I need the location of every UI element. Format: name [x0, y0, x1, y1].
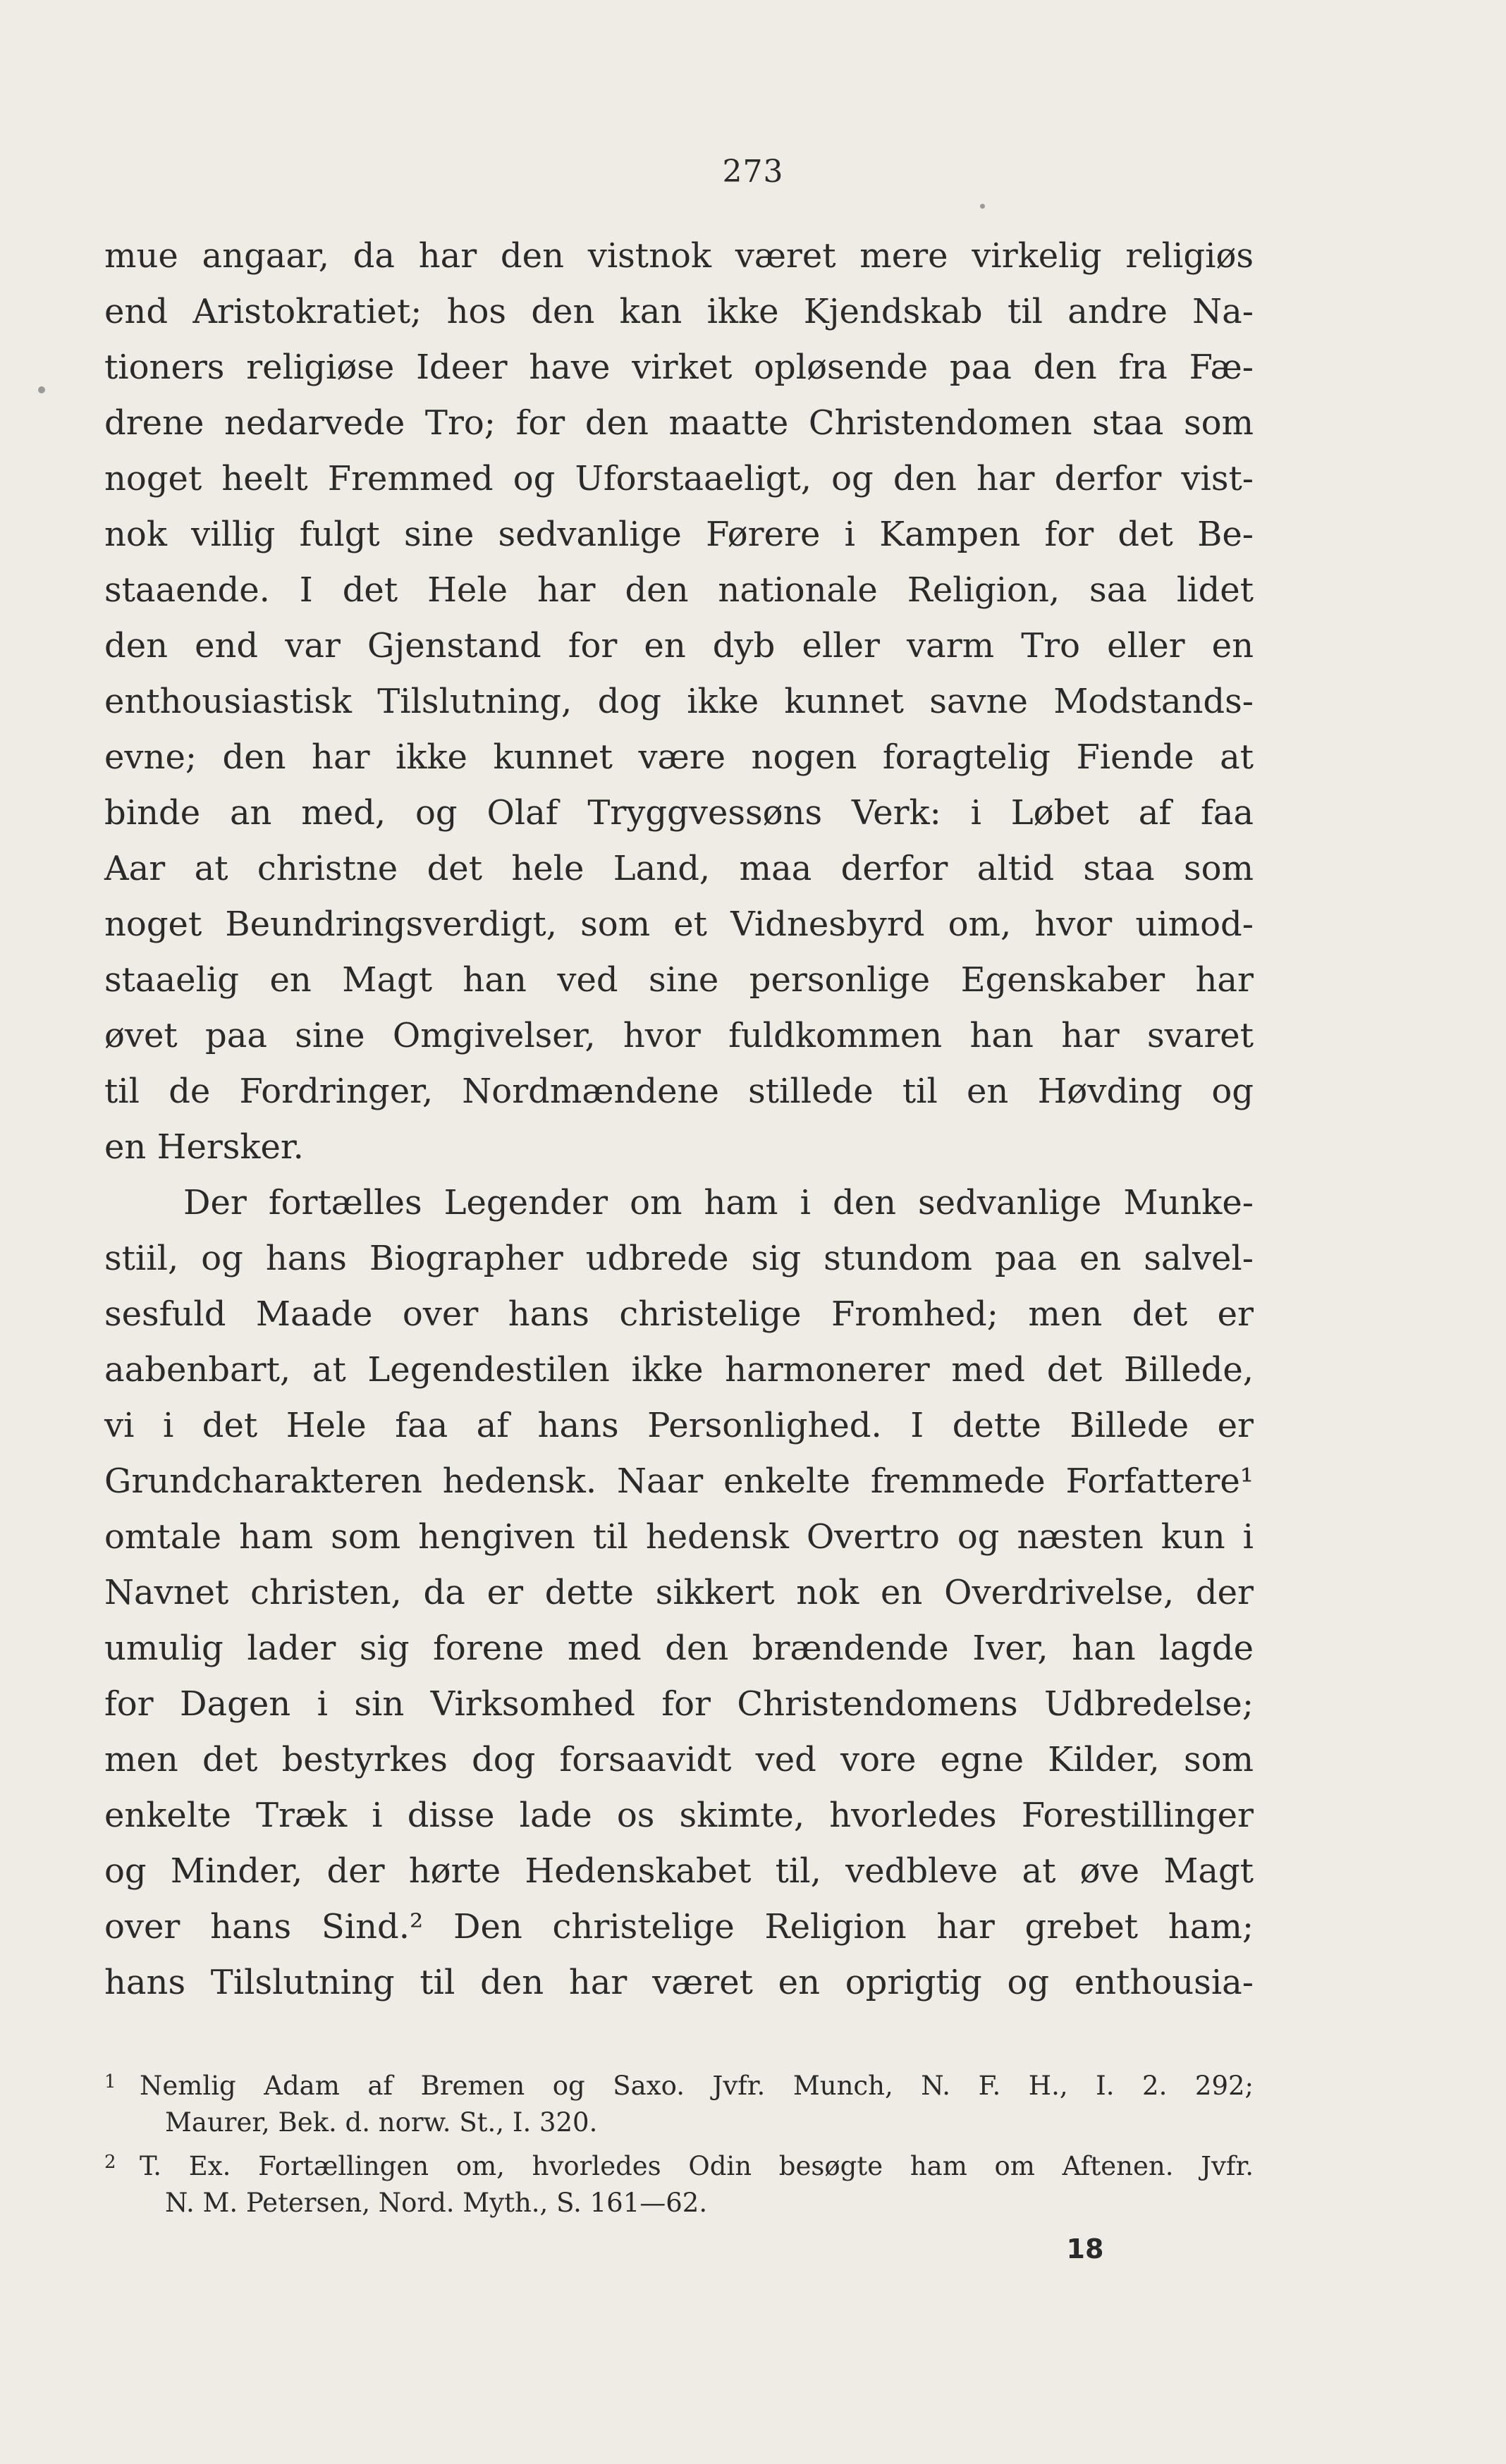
footnote-marker: 1: [104, 2071, 116, 2092]
text-line: og Minder, der hørte Hedenskabet til, vedbleve at øve Magt: [104, 1851, 1254, 1891]
body-text: [104, 228, 1254, 2011]
text-line: omtale ham som hengiven til hedensk Overtro og næsten kun i: [104, 1517, 1254, 1557]
text-line: Der fortælles Legender om ham i den sedvanlige Munke-: [183, 1183, 1254, 1222]
text-line: en Hersker.: [104, 1127, 304, 1167]
text-line: til de Fordringer, Nordmændene stillede til en Høvding og: [104, 1072, 1254, 1111]
text-line: sesfuld Maade over hans christelige Fromhed; men det er: [104, 1294, 1254, 1334]
text-line: mue angaar, da har den vistnok været mere virkelig religiøs: [104, 236, 1254, 276]
text-line: evne; den har ikke kunnet være nogen foragtelig Fiende at: [104, 737, 1254, 777]
footnote-2-continued: N. M. Petersen, Nord. Myth., S. 161—62.: [165, 2188, 708, 2218]
text-line: tioners religiøse Ideer have virket opløsende paa den fra Fæ-: [104, 348, 1254, 387]
text-line: men det bestyrkes dog forsaavidt ved vore egne Kilder, som: [104, 1740, 1254, 1779]
paper-speck: [980, 204, 985, 209]
text-line: hans Tilslutning til den har været en oprigtig og enthousia-: [104, 1963, 1254, 2002]
text-line: den end var Gjenstand for en dyb eller varm Tro eller en: [104, 626, 1254, 666]
footnote-text: T. Ex. Fortællingen om, hvorledes Odin besøgte ham om Aftenen. Jvfr.: [140, 2151, 1254, 2181]
text-line: Aar at christne det hele Land, maa derfor altid staa som: [104, 849, 1254, 888]
text-line: stiil, og hans Biographer udbrede sig stundom paa en salvel-: [104, 1239, 1254, 1278]
footnote-1-continued: Maurer, Bek. d. norw. St., I. 320.: [165, 2107, 598, 2138]
text-line: drene nedarvede Tro; for den maatte Christendomen staa som: [104, 403, 1254, 443]
text-line: nok villig fulgt sine sedvanlige Førere i Kampen for det Be-: [104, 515, 1254, 554]
text-line: øvet paa sine Omgivelser, hvor fuldkommen han har svaret: [104, 1016, 1254, 1055]
signature-mark: 18: [1066, 2233, 1104, 2264]
text-line: for Dagen i sin Virksomhed for Christendomens Udbredelse;: [104, 1684, 1254, 1724]
text-line: over hans Sind.² Den christelige Religion har grebet ham;: [104, 1907, 1254, 1947]
footnote-text: Nemlig Adam af Bremen og Saxo. Jvfr. Munch, N. F. H., I. 2. 292;: [140, 2071, 1254, 2101]
text-line: vi i det Hele faa af hans Personlighed. I dette Billede er: [104, 1406, 1254, 1445]
footnote-2: [104, 2143, 1254, 2183]
text-line: noget heelt Fremmed og Uforstaaeligt, og den har derfor vist-: [104, 459, 1254, 498]
text-line: Navnet christen, da er dette sikkert nok en Overdrivelse, der: [104, 1573, 1254, 1612]
text-line: staaende. I det Hele har den nationale Religion, saa lidet: [104, 570, 1254, 610]
text-line: Grundcharakteren hedensk. Naar enkelte fremmede Forfattere¹: [104, 1461, 1254, 1501]
footnotes: [104, 2062, 1254, 2223]
text-line: staaelig en Magt han ved sine personlige Egenskaber har: [104, 960, 1254, 1000]
page-number: 273: [722, 154, 784, 190]
text-line: noget Beundringsverdigt, som et Vidnesbyrd om, hvor uimod-: [104, 905, 1254, 944]
text-line: end Aristokratiet; hos den kan ikke Kjendskab til andre Na-: [104, 292, 1254, 331]
text-line: binde an med, og Olaf Tryggvessøns Verk: i Løbet af faa: [104, 793, 1254, 833]
footnote-marker: 2: [104, 2152, 116, 2173]
footnote-1: [104, 2062, 1254, 2102]
text-line: enkelte Træk i disse lade os skimte, hvorledes Forestillinger: [104, 1796, 1254, 1835]
text-line: umulig lader sig forene med den brændende Iver, han lagde: [104, 1629, 1254, 1668]
paper-speck: [38, 386, 45, 393]
text-line: enthousiastisk Tilslutning, dog ikke kunnet savne Modstands-: [104, 682, 1254, 721]
text-line: aabenbart, at Legendestilen ikke harmonerer med det Billede,: [104, 1350, 1254, 1390]
